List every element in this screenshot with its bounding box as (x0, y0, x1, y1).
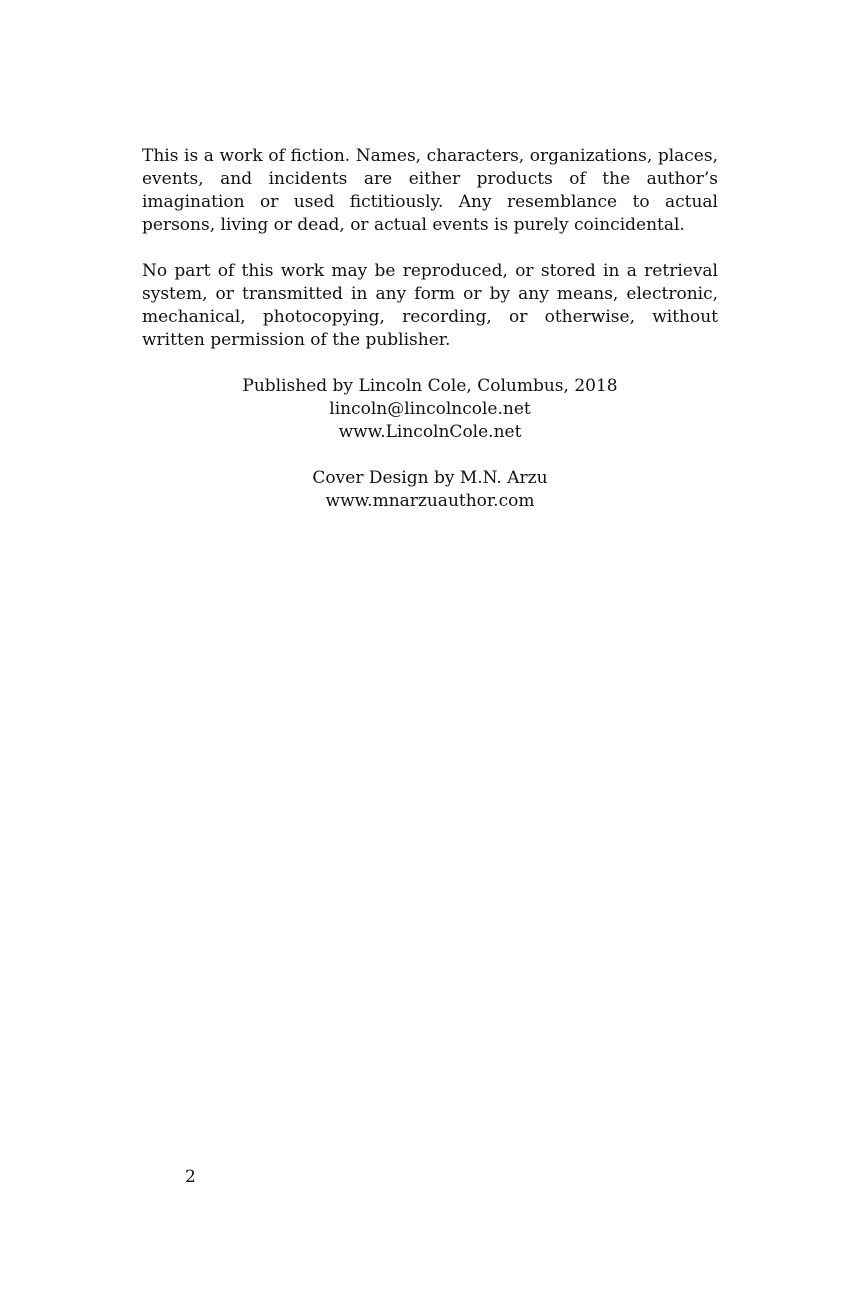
publisher-email: lincoln@lincolncole.net (329, 399, 531, 419)
reproduction-notice-paragraph: No part of this work may be reproduced, or stored in a retrieval system, or transmitted in any form or by any means, electronic, mechanical, photocopying, recording, or otherwise, without written permission of the publisher. (142, 261, 718, 350)
copyright-block (142, 145, 718, 536)
page-number: 2 (185, 1167, 196, 1187)
cover-design-credit: Cover Design by M.N. Arzu (312, 468, 548, 488)
publisher-line: Published by Lincoln Cole, Columbus, 2018 (242, 376, 618, 396)
cover-designer-website: www.mnarzuauthor.com (325, 491, 535, 511)
fiction-disclaimer-paragraph: This is a work of fiction. Names, characters, organizations, places, events, and incidents are either products of the author’s imagination or used fictitiously. Any resemblance to actual persons, living or dead, or actual events is purely coincidental. (142, 146, 718, 235)
cover-credit-info (142, 467, 718, 513)
publisher-info (142, 375, 718, 444)
publisher-website: www.LincolnCole.net (338, 422, 522, 442)
